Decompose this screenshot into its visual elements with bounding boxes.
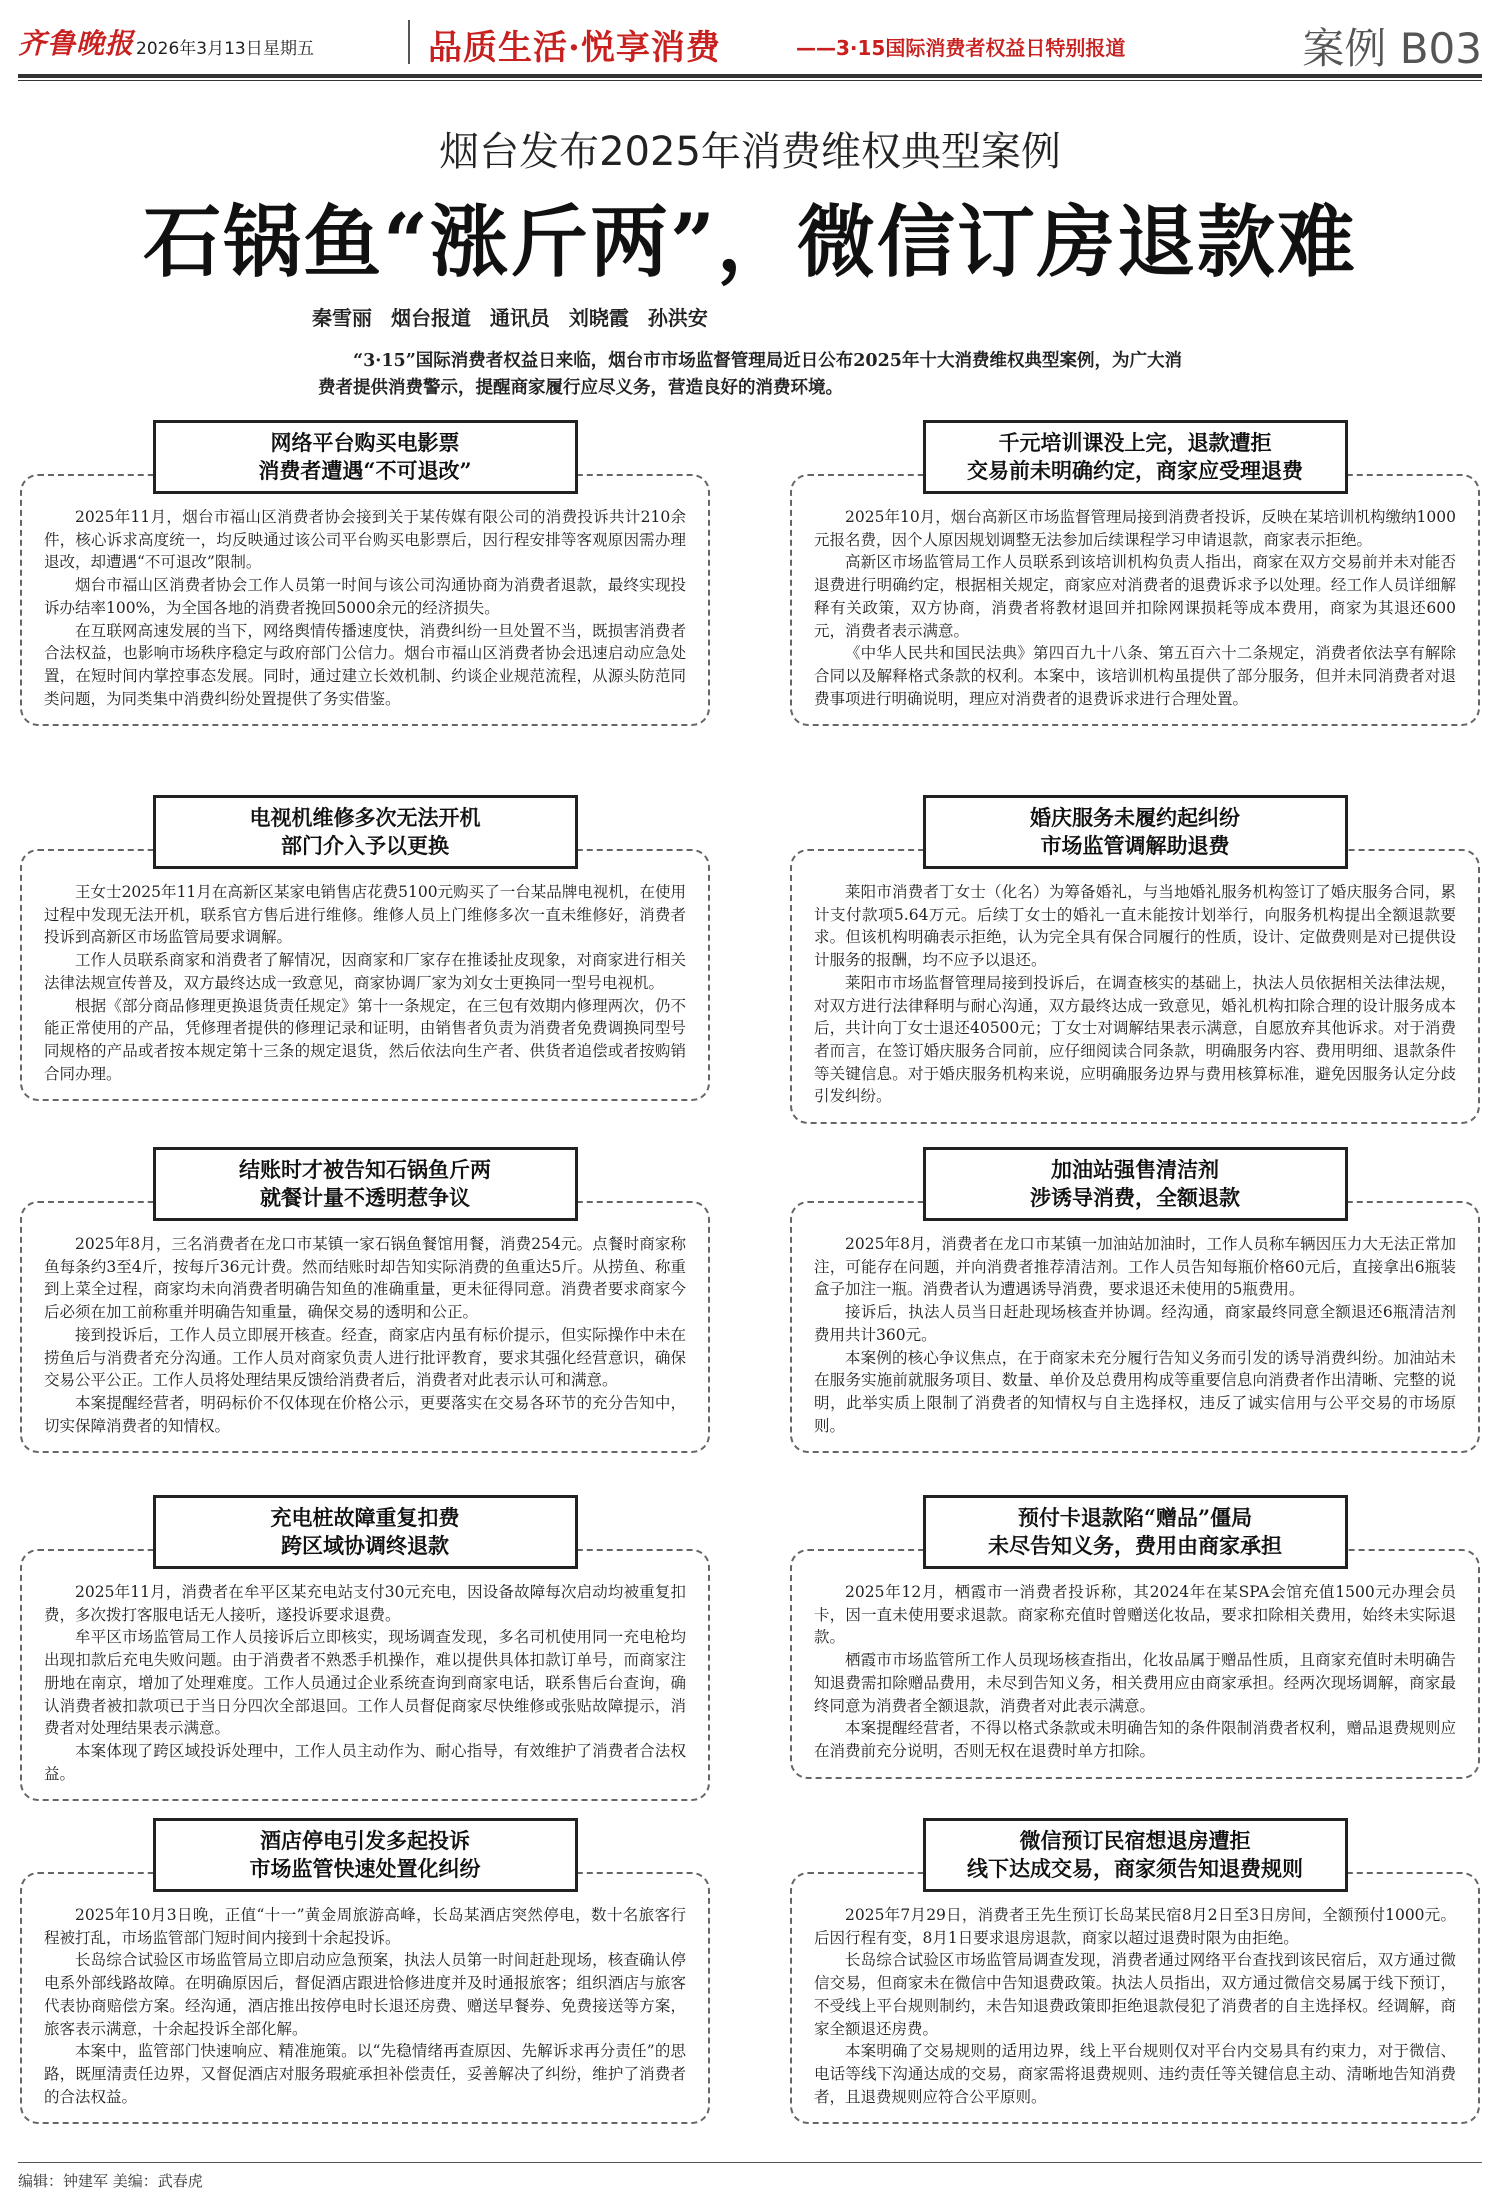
masthead-rule-thin: [18, 80, 1482, 81]
case-body: [20, 1549, 710, 1801]
case-title-line: 市场监管调解助退费: [1040, 833, 1230, 858]
case-title-line: 未尽告知义务，费用由商家承担: [988, 1533, 1282, 1558]
article-headline: 石锅鱼“涨斤两”，微信订房退款难: [143, 197, 1357, 288]
case-paragraph: 2025年11月，烟台市福山区消费者协会接到关于某传媒有限公司的消费投诉共计210余件，核心诉求高度统一，均反映通过该公司平台购买电影票后，因行程安排等客观原因需办理退改，却遭遇“不可退改”限制。: [44, 508, 686, 572]
case-paragraph: 本案明确了交易规则的适用边界，线上平台规则仅对平台内交易具有约束力，对于微信、电话等线下沟通达成的交易，商家需将退费规则、违约责任等关键信息主动、清晰地告知消费者，且退费规则应符合公平原则。: [814, 2042, 1456, 2106]
case-paragraph: 牟平区市场监管局工作人员接诉后立即核实，现场调查发现，多名司机使用同一充电枪均出现扣款后充电失败问题。由于消费者不熟悉手机操作，难以提供具体扣款订单号，而商家注册地在南京，增加了处理难度。工作人员通过企业系统查询到商家电话，联系售后台查询，确认消费者被扣款项已于当日分四次全部退回。工作人员督促商家尽快维修或张贴故障提示，消费者对处理结果表示满意。: [44, 1628, 686, 1738]
case-body: [790, 1201, 1480, 1453]
footer-rule: [18, 2162, 1482, 2163]
case-title-line: 网络平台购买电影票: [270, 430, 460, 455]
case-paragraph: 2025年12月，栖霞市一消费者投诉称，其2024年在某SPA会馆充值1500元办理会员卡，因一直未使用要求退款。商家称充值时曾赠送化妆品，要求扣除相关费用，始终未实际退款。: [814, 1583, 1456, 1647]
case-item: [20, 420, 710, 726]
case-item: [790, 1147, 1480, 1453]
case-title-line: 消费者遭遇“不可退改”: [258, 458, 472, 483]
masthead: [18, 14, 1482, 73]
case-title: [923, 1818, 1348, 1892]
case-title: [923, 420, 1348, 494]
case-paragraph: 2025年8月，消费者在龙口市某镇一加油站加油时，工作人员称车辆因压力大无法正常加注，可能存在问题，并向消费者推荐清洁剂。工作人员告知每瓶价格60元后，直接拿出6瓶装盒子加注一瓶。消费者认为遭遇诱导消费，要求退还未使用的5瓶费用。: [814, 1235, 1456, 1299]
case-paragraph: 长岛综合试验区市场监管局调查发现，消费者通过网络平台查找到该民宿后，双方通过微信交易，但商家未在微信中告知退费政策。执法人员指出，双方通过微信交易属于线下预订，不受线上平台规则制约，未告知退费政策即拒绝退款侵犯了消费者的自主选择权。经调解，商家全额退还房费。: [814, 1951, 1456, 2038]
case-title-line: 酒店停电引发多起投诉: [260, 1828, 470, 1853]
case-paragraph: 接到投诉后，工作人员立即展开核查。经查，商家店内虽有标价提示，但实际操作中未在捞鱼后与消费者充分沟通。工作人员对商家负责人进行批评教育，要求其强化经营意识，确保交易公平公正。工作人员将处理结果反馈给消费者后，消费者对此表示认可和满意。: [44, 1325, 686, 1390]
case-title-line: 加油站强售清洁剂: [1051, 1157, 1219, 1182]
case-item: [790, 420, 1480, 726]
case-paragraph: 本案体现了跨区域投诉处理中，工作人员主动作为、耐心指导，有效维护了消费者合法权益。: [44, 1741, 686, 1783]
case-title-line: 就餐计量不透明惹争议: [260, 1185, 470, 1210]
section-title: 品质生活·悦享消费: [428, 28, 721, 68]
case-item: [20, 1495, 710, 1801]
case-title: [153, 1818, 578, 1892]
case-title-line: 预付卡退款陷“赠品”僵局: [1017, 1505, 1253, 1530]
case-title-line: 跨区域协调终退款: [281, 1533, 449, 1558]
masthead-rule: [18, 74, 1482, 78]
case-paragraph: 烟台市福山区消费者协会工作人员第一时间与该公司沟通协商为消费者退款，最终实现投诉办结率100%，为全国各地的消费者挽回5000余元的经济损失。: [44, 576, 686, 617]
case-paragraph: 在互联网高速发展的当下，网络舆情传播速度快，消费纠纷一旦处置不当，既损害消费者合法权益，也影响市场秩序稳定与政府部门公信力。烟台市福山区消费者协会迅速启动应急处置，在短时间内掌控事态发展。同时，通过建立长效机制、约谈企业规范流程，从源头防范同类问题，为同类集中消费纠纷处置提供了务实借鉴。: [44, 621, 686, 708]
case-title-line: 线下达成交易，商家须告知退费规则: [967, 1856, 1303, 1881]
page-footer: 编辑：钟建军 美编：武春虎: [18, 2172, 203, 2190]
case-paragraph: 2025年11月，消费者在牟平区某充电站支付30元充电，因设备故障每次启动均被重复扣费，多次拨打客服电话无人接听，遂投诉要求退费。: [44, 1583, 686, 1624]
case-paragraph: 长岛综合试验区市场监管局立即启动应急预案，执法人员第一时间赶赴现场，核查确认停电系外部线路故障。在明确原因后，督促酒店跟进恰修进度并及时通报旅客；组织酒店与旅客代表协商赔偿方案。经沟通，酒店推出按停电时长退还房费、赠送早餐券、免费接送等方案，旅客表示满意，十余起投诉全部化解。: [44, 1951, 686, 2038]
case-paragraph: 《中华人民共和国民法典》第四百九十八条、第五百六十二条规定，消费者依法享有解除合同以及解释格式条款的权利。本案中，该培训机构虽提供了部分服务，但并未同消费者对退费事项进行明确说明，理应对消费者的退费诉求进行合理处置。: [814, 644, 1456, 708]
case-paragraph: 莱阳市市场监督管理局接到投诉后，在调查核实的基础上，执法人员依据相关法律法规，对双方进行法律释明与耐心沟通，双方最终达成一致意见，婚礼机构扣除合理的设计服务成本后，共计向丁女士退还40500元；丁女士对调解结果表示满意，自愿放弃其他诉求。对于消费者而言，在签订婚庆服务合同前，应仔细阅读合同条款，明确服务内容、费用明细、退款条件等关键信息。对于婚庆服务机构来说，应明确服务边界与费用核算标准，避免因服务认定分歧引发纠纷。: [814, 973, 1456, 1106]
case-paragraph: 2025年8月，三名消费者在龙口市某镇一家石锅鱼餐馆用餐，消费254元。点餐时商家称鱼每条约3至4斤，按每斤36元计费。然而结账时却告知实际消费的鱼重达5斤。从捞鱼、称重到上菜全过程，商家均未向消费者明确告知鱼的准确重量，更未征得同意。消费者要求商家今后必须在加工前称重并明确告知重量，确保交易的透明和公正。: [44, 1235, 686, 1322]
article-kicker: 烟台发布2025年消费维权典型案例: [439, 129, 1061, 175]
case-body: [20, 474, 710, 726]
case-title-line: 千元培训课没上完，退款遭拒: [998, 430, 1272, 455]
case-body: [20, 1872, 710, 2124]
case-item: [790, 1495, 1480, 1779]
case-paragraph: 莱阳市消费者丁女士（化名）为筹备婚礼，与当地婚礼服务机构签订了婚庆服务合同，累计支付款项5.64万元。后续丁女士的婚礼一直未能按计划举行，向服务机构提出全额退款要求。但该机构明确表示拒绝，认为完全具有保合同履行的性质，设计、定做费则是对已提供设计服务的报酬，均不应予以退还。: [814, 883, 1456, 970]
case-paragraph: 高新区市场监管局工作人员联系到该培训机构负责人指出，商家在双方交易前并未对能否退费进行明确约定，根据相关规定，商家应对消费者的退费诉求予以处理。经工作人员详细解释有关政策，双方协商，消费者将教材退回并扣除网课损耗等成本费用，商家为其退还600元，消费者表示满意。: [814, 553, 1456, 640]
case-paragraph: 工作人员联系商家和消费者了解情况，因商家和厂家存在推诿扯皮现象，对商家进行相关法律法规宣传普及，双方最终达成一致意见，商家协调厂家为刘女士更换同一型号电视机。: [44, 951, 686, 992]
case-paragraph: 根据《部分商品修理更换退货责任规定》第十一条规定，在三包有效期内修理两次，仍不能正常使用的产品，凭修理者提供的修理记录和证明，由销售者负责为消费者免费调换同型号同规格的产品或者按本规定第十三条的规定退货，然后依法向生产者、供货者追偿或者按购销合同办理。: [44, 996, 686, 1083]
case-paragraph: 栖霞市市场监管所工作人员现场核查指出，化妆品属于赠品性质，且商家充值时未明确告知退费需扣除赠品费用，未尽到告知义务，相关费用应由商家承担。经两次现场调解，商家最终同意为消费者全额退款，消费者对此表示满意。: [814, 1651, 1456, 1715]
case-paragraph: 本案中，监管部门快速响应、精准施策。以“先稳情绪再查原因、先解诉求再分责任”的思路，既厘清责任边界，又督促酒店对服务瑕疵承担补偿责任，妥善解决了纠纷，维护了消费者的合法权益。: [44, 2042, 686, 2106]
special-report-label: ——3·15国际消费者权益日特别报道: [796, 36, 1126, 60]
case-item: [790, 795, 1480, 1124]
case-title: [923, 1495, 1348, 1569]
case-paragraph: 2025年10月，烟台高新区市场监督管理局接到消费者投诉，反映在某培训机构缴纳1000元报名费，因个人原因规划调整无法参加后续课程学习申请退款，商家表示拒绝。: [814, 508, 1456, 549]
case-title-line: 电视机维修多次无法开机: [249, 805, 481, 830]
case-item: [790, 1818, 1480, 2124]
case-item: [20, 1818, 710, 2124]
case-title: [153, 420, 578, 494]
case-title-line: 部门介入予以更换: [281, 833, 449, 858]
case-paragraph: 接诉后，执法人员当日赶赴现场核查并协调。经沟通，商家最终同意全额退还6瓶清洁剂费用共计360元。: [814, 1303, 1456, 1344]
case-title-line: 充电桩故障重复扣费: [270, 1505, 460, 1530]
case-paragraph: 本案提醒经营者，不得以格式条款或未明确告知的条件限制消费者权利，赠品退费规则应在消费前充分说明，否则无权在退费时单方扣除。: [814, 1719, 1456, 1760]
case-title: [923, 1147, 1348, 1221]
case-body: [20, 849, 710, 1101]
case-title-line: 交易前未明确约定，商家应受理退费: [967, 458, 1303, 483]
case-body: [20, 1201, 710, 1453]
case-title-line: 结账时才被告知石锅鱼斤两: [239, 1157, 491, 1182]
case-item: [20, 1147, 710, 1453]
issue-date: 2026年3月13日: [136, 39, 263, 59]
case-title: [153, 1147, 578, 1221]
case-item: [20, 795, 710, 1101]
case-title: [923, 795, 1348, 869]
case-paragraph: 本案例的核心争议焦点，在于商家未充分履行告知义务而引发的诱导消费纠纷。加油站未在服务实施前就服务项目、数量、单价及总费用构成等重要信息向消费者作出清晰、完整的说明，此举实质上限制了消费者的知情权与自主选择权，违反了诚实信用与公平交易的市场原则。: [814, 1348, 1456, 1435]
case-title: [153, 1495, 578, 1569]
case-paragraph: 本案提醒经营者，明码标价不仅体现在价格公示，更要落实在交易各环节的充分告知中，切实保障消费者的知情权。: [44, 1393, 686, 1435]
page-label: 案例 B03: [1302, 24, 1482, 73]
article-lead: “3·15”国际消费者权益日来临，烟台市市场监督管理局近日公布2025年十大消费维权典型案例，为广大消费者提供消费警示，提醒商家履行应尽义务，营造良好的消费环境。: [318, 351, 1182, 398]
case-title-line: 婚庆服务未履约起纠纷: [1030, 805, 1240, 830]
case-title-line: 涉诱导消费，全额退款: [1030, 1185, 1240, 1210]
masthead-divider: [408, 20, 410, 64]
case-body: [790, 474, 1480, 726]
case-body: [790, 1872, 1480, 2124]
case-paragraph: 王女士2025年11月在高新区某家电销售店花费5100元购买了一台某品牌电视机，在使用过程中发现无法开机，联系官方售后进行维修。维修人员上门维修多次一直未维修好，消费者投诉到高新区市场监管局要求调解。: [44, 883, 686, 947]
case-title-line: 微信预订民宿想退房遭拒: [1019, 1828, 1251, 1853]
case-title: [153, 795, 578, 869]
case-paragraph: 2025年10月3日晚，正值“十一”黄金周旅游高峰，长岛某酒店突然停电，数十名旅客行程被打乱，市场监管部门短时间内接到十余起投诉。: [44, 1906, 686, 1947]
case-body: [790, 1549, 1480, 1779]
case-title-line: 市场监管快速处置化纠纷: [249, 1856, 481, 1881]
issue-weekday: 星期五: [263, 39, 314, 59]
case-body: [790, 849, 1480, 1124]
case-paragraph: 2025年7月29日，消费者王先生预订长岛某民宿8月2日至3日房间，全额预付1000元。后因行程有变，8月1日要求退房退款，商家以超过退费时限为由拒绝。: [814, 1906, 1456, 1947]
article-byline: 秦雪丽 烟台报道 通讯员 刘晓霞 孙洪安: [312, 306, 708, 330]
newspaper-logo: 齐鲁晚报: [18, 27, 135, 60]
